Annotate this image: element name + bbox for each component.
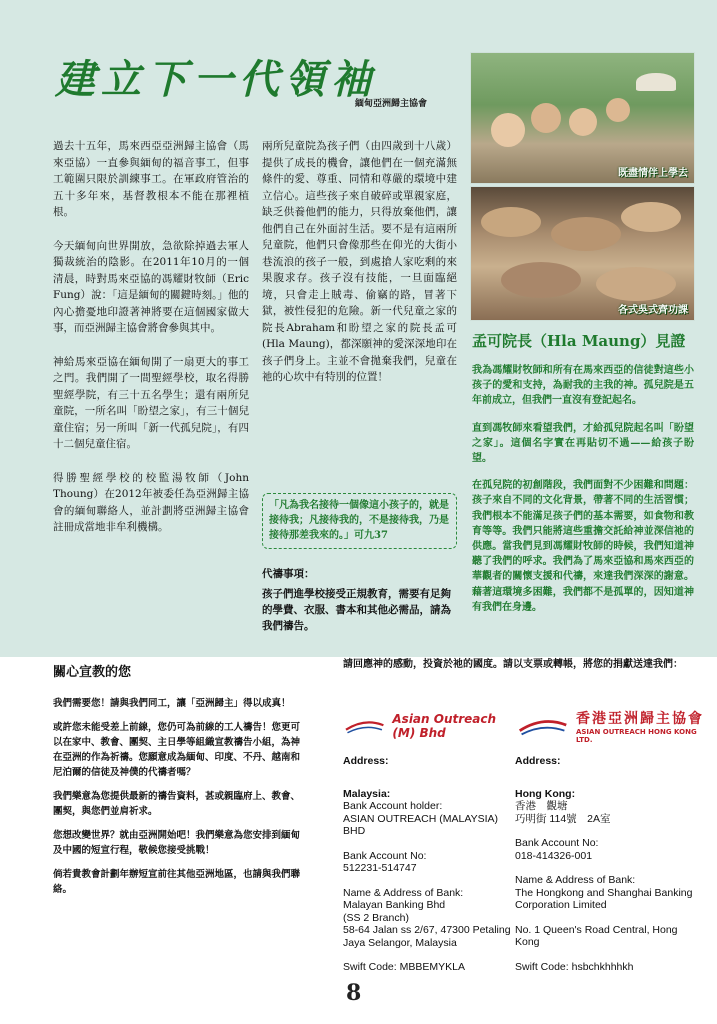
article-title: 建立下一代領袖 [55, 56, 377, 103]
prayer-request [262, 566, 457, 634]
logo-text-english: ASIAN OUTREACH HONG KONG LTD. [575, 728, 697, 744]
globe-swoosh-icon [516, 713, 570, 739]
account-number: 512231-514747 [343, 862, 417, 874]
account-label: Bank Account No: [515, 837, 599, 849]
bank-address: 58-64 Jalan ss 2/67, 47300 Petaling Jaya Selangor, Malaysia [343, 924, 511, 949]
paragraph: 今天緬甸向世界開放，急欲除掉過去軍人獨裁統治的陰影。在2011年10月的一個清晨，時對馬來亞協的馮耀財牧師（Eric Fung）說：「這是緬甸的關鍵時刻。」他的內心擔憂地印證著神將要在這個國家做大事，而亞洲歸主協會將會參與其中。 [53, 239, 249, 334]
paragraph: 或許您未能受差上前線，您仍可為前線的工人禱告！您更可以在家中、教會、團契、主日學等組織宣教禱告小組，為神在亞洲的作為祈禱。您願意成為緬甸、印度、不丹、越南和尼泊爾的信徒及神僕的代禱者嗎？ [53, 722, 301, 778]
article-column-1 [53, 138, 249, 553]
paragraph: 我們樂意為您提供最新的禱告資料，甚或親臨府上、教會、團契，與您們並肩祈求。 [53, 791, 301, 817]
holder-name: ASIAN OUTREACH (MALAYSIA) BHD [343, 812, 498, 837]
paragraph: 倘若貴教會計劃年辦短宣前往其他亞洲地區，也請與我們聯絡。 [53, 869, 301, 895]
paragraph: 我為馮耀財牧師和所有在馬來西亞的信徒對這些小孩子的愛和支持，為耐我的主我的神。孤兒院是五年前成立，但我們一直沒有登記起名。 [472, 365, 694, 407]
bank-label: Name & Address of Bank: [343, 886, 464, 899]
bank-name: Malayan Banking Bhd [343, 899, 446, 911]
testimony-title: 孟可院長（Hla Maung）見證 [472, 332, 686, 350]
prayer-body: 孩子們進學校接受正規教育，需要有足夠的學費、衣服、書本和其他必需品，請為我們禱告。 [262, 588, 451, 632]
hongkong-bank-details [515, 755, 700, 973]
address-label: Address: [515, 755, 561, 767]
paragraph: 在孤兒院的初創階段，我們面對不少困難和問題：孩子來自不同的文化背景，帶著不同的生活習慣；我們根本不能滿足孩子們的基本需要，如食物和教育等等。我們只能將這些重擔交託給神並深信祂的供應。當我們見到馮耀財牧師的時候，我們知道神聽了我們的呼求。我們為了馬來亞協和馬來西亞的華觀者的關懷支援和代禱，來達我們深深的謝意。藉著這環境多困難，我們都不是孤單的，因知道神有我們在身邊。 [472, 480, 694, 613]
article-column-2 [262, 138, 457, 403]
donation-intro: 請回應神的感動，投資於祂的國度。請以支票或轉帳，將您的捐獻送達我們： [343, 659, 683, 670]
asian-outreach-malaysia-logo [343, 705, 513, 747]
paragraph: 直到馮牧師來看望我們，才給孤兒院起名叫「盼望之家」。這個名字實在再貼切不過——給孩子盼望。 [472, 422, 694, 465]
paragraph: 神給馬來亞協在緬甸開了一扇更大的事工之門。我們開了一間聖經學校，取名得勝聖經學院，有三十五名學生；還有兩所兒童院，一所名叫「盼望之家」，有三十個兒童住宿；另一所叫「新一代孤兒院」，有四十二個兒童住宿。 [53, 355, 249, 450]
malaysia-bank-details [343, 755, 513, 974]
address-line: 香港 觀塘 [515, 800, 568, 812]
prayer-heading: 代禱事項： [262, 568, 315, 580]
photo-caption: 既盡情伴上學去 [618, 168, 688, 179]
holder-label: Bank Account holder: [343, 800, 443, 812]
photo-caption: 各式吳式齊功課 [618, 305, 688, 316]
support-heading: 關心宣教的您 [53, 665, 132, 680]
swift-code: Swift Code: MBBEMYKLA [343, 961, 465, 973]
bank-address: No. 1 Queen's Road Central, Hong Kong [515, 923, 678, 948]
paragraph: 得勝聖經學校的校監湯牧師（John Thoung）在2012年被委任為亞洲歸主協會的緬甸聯絡人，並計劃將亞洲歸主協會註冊成當地非牟利機構。 [53, 471, 249, 533]
address-line: 巧明街 114號 2A室 [515, 812, 611, 825]
bank-branch: (SS 2 Branch) [343, 911, 409, 924]
logo-text: Asian Outreach (M) Bhd [392, 712, 497, 740]
paragraph: 兩所兒童院為孩子們（由四歲到十八歲）提供了成長的機會，讓他們在一個充滿無條件的愛、尊重、同情和尊嚴的環境中建立信心。這些孩子來自破碎或單親家庭，缺乏供養他們的能力，只得放棄他們，讓他們自己在外面討生活。要不是有這兩所兒童院，他們只會像那些在仰光的大街小巷流浪的孩子一般，到處搶人家吃剩的來果腹求存。孩子沒有技能，一旦面臨絕境，只會走上賊毒、偷竊的路，冒著下獄，被性侵犯的危險。新一代兒童之家的院長Abraham和盼望之家的院長孟可(Hla Maung)，都深願神的愛深深地印在孩子們身上。主並不會拋棄我們，兒童在祂的心坎中有特別的位置！ [262, 140, 457, 383]
bank-name: The Hongkong and Shanghai Banking Corporation Limited [515, 886, 693, 911]
paragraph: 我們需要您！請與我們同工，讓「亞洲歸主」得以成真！ [53, 698, 291, 709]
address-label: Address: [343, 755, 389, 767]
logo-text-chinese: 香港亞洲歸主協會 [575, 711, 704, 727]
testimony-column [472, 363, 694, 627]
photo-children-walking [470, 52, 695, 184]
asian-outreach-hk-logo [516, 705, 706, 747]
photo-children-studying [470, 186, 695, 321]
article-byline: 緬甸亞洲歸主協會 [355, 99, 428, 109]
support-section [53, 665, 308, 906]
scripture-quote: 「凡為我名接待一個像這小孩子的，就是接待我；凡接待我的，不是接待我，乃是接待那差我來的。」可九37 [262, 493, 457, 549]
bank-label: Name & Address of Bank: [515, 874, 636, 886]
account-label: Bank Account No: [343, 849, 427, 862]
country-label: Malaysia: [343, 787, 391, 800]
page-number: 8 [346, 980, 362, 1006]
paragraph: 過去十五年，馬來西亞亞洲歸主協會（馬來亞協）一直參與緬甸的福音事工，但事工範圍只限於訓練事工。在軍政府管治的五十多年來，基督教根本不能在那裡植根。 [53, 140, 249, 218]
globe-swoosh-icon [343, 713, 386, 739]
paragraph: 您想改變世界？就由亞洲開始吧！我們樂意為您安排到緬甸及中國的短宣行程，敬候您接受挑戰！ [53, 830, 301, 856]
country-label: Hong Kong: [515, 787, 576, 800]
account-number: 018-414326-001 [515, 849, 593, 862]
swift-code: Swift Code: hsbchkhhhkh [515, 960, 634, 973]
